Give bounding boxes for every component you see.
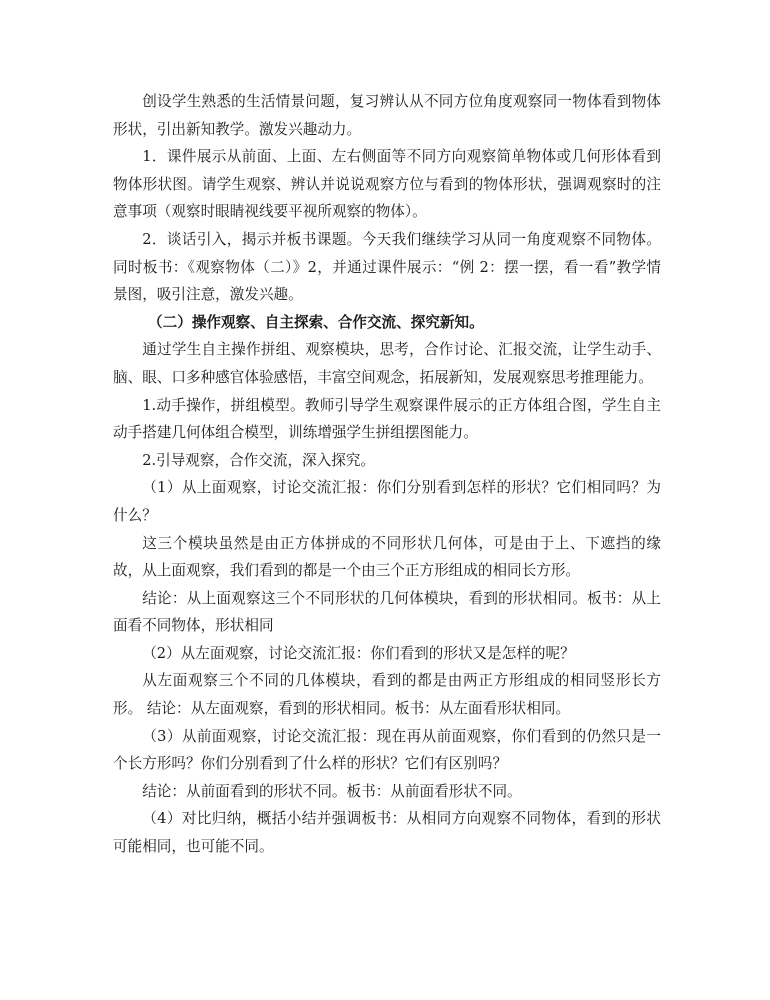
- paragraph-guided-observation: 2.引导观察，合作交流，深入探究。: [142, 451, 376, 469]
- paragraph-top-view-question: （1）从上面观察，讨论交流汇报：你们分别看到怎样的形状？它们相同吗？为什么？: [113, 479, 661, 524]
- section-heading: （二）操作观察、自主探索、合作交流、探究新知。: [148, 313, 484, 331]
- paragraph-section-intro: 通过学生自主操作拼组、观察模块，思考，合作讨论、汇报交流，让学生动手、脑、眼、口多种感官体验感悟，丰富空间观念，拓展新知，发展观察思考推理能力。: [113, 341, 661, 386]
- paragraph-intro: 创设学生熟悉的生活情景问题，复习辨认从不同方位角度观察同一物体看到物体形状，引出新知教学。激发兴趣动力。: [113, 93, 661, 138]
- paragraph-summary: （4）对比归纳，概括小结并强调板书：从相同方向观察不同物体，看到的形状可能相同，也可能不同。: [113, 810, 661, 856]
- paragraph-step-2: 2．谈话引入，揭示并板书课题。今天我们继续学习从同一角度观察不同物体。同时板书：《观察物体（二）》2，并通过课件展示：“例 2：摆一摆，看一看”教学情景图，吸引注意，激发兴趣。: [113, 230, 661, 304]
- paragraph-front-view-conclusion: 结论：从前面看到的形状不同。板书：从前面看形状不同。: [142, 782, 522, 800]
- paragraph-front-view-question: （3）从前面观察，讨论交流汇报：现在再从前面观察，你们看到的仍然只是一个长方形吗？你们分别看到了什么样的形状？它们有区别吗？: [113, 727, 661, 773]
- paragraph-top-view-explanation: 这三个模块虽然是由正方体拼成的不同形状几何体，可是由于上、下遮挡的缘故，从上面观察，我们看到的都是一个由三个正方形组成的相同长方形。: [113, 534, 661, 580]
- paragraph-top-view-conclusion: 结论：从上面观察这三个不同形状的几何体模块，看到的形状相同。板书：从上面看不同物体，形状相同: [113, 589, 661, 635]
- paragraph-hands-on: 1.动手操作，拼组模型。教师引导学生观察课件展示的正方体组合图，学生自主动手搭建几何体组合模型，训练增强学生拼组摆图能力。: [113, 396, 661, 442]
- document-body: [113, 88, 661, 861]
- paragraph-left-view-question: （2）从左面观察，讨论交流汇报：你们看到的形状又是怎样的呢？: [142, 644, 575, 662]
- paragraph-left-view-conclusion: 从左面观察三个不同的几体模块，看到的都是由两正方形组成的相同竖形长方形。 结论：从左面观察，看到的形状相同。板书：从左面看形状相同。: [113, 672, 661, 718]
- paragraph-step-1: 1．课件展示从前面、上面、左右侧面等不同方向观察简单物体或几何形体看到物体形状图。请学生观察、辨认并说说观察方位与看到的物体形状，强调观察时的注意事项（观察时眼睛视线要平视所观察的物体）。: [113, 148, 661, 221]
